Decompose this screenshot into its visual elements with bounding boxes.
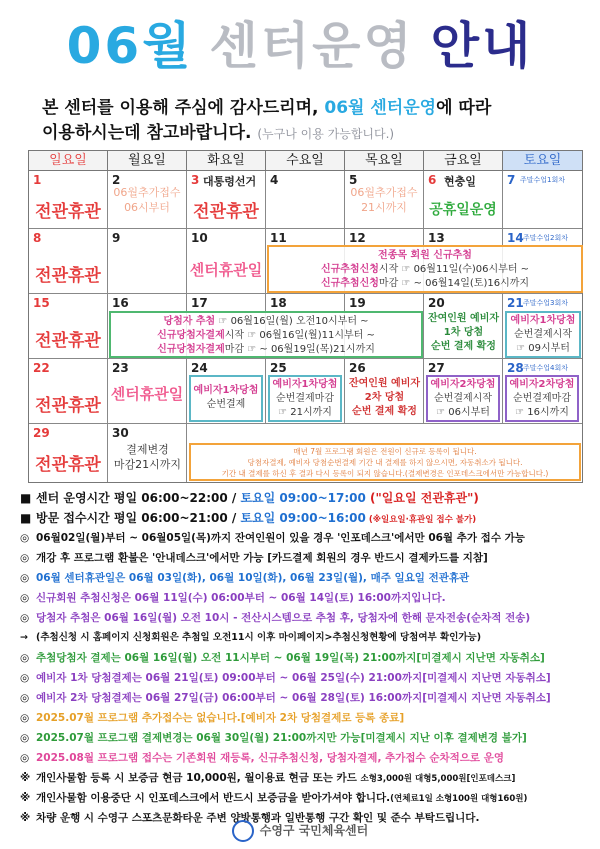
day-number: 13	[428, 231, 445, 245]
day-number: 28	[507, 361, 524, 375]
intro-line1b: 에 따라	[436, 98, 492, 118]
reserve2-confirm: 잔여인원 예비자 2차 당첨 순번 결제 확정	[348, 378, 421, 417]
extra-intake-time: 06시부터	[124, 201, 170, 214]
intro-line2: 이용하시는데 참고바랍니다.	[42, 123, 252, 143]
info-list	[20, 488, 590, 828]
info-row: ◎ 예비자 1차 당첨결제는 06월 21일(토) 09:00부터 ~ 06월 25일(수) 21:00까지[미결제시 지난면 자동취소]	[20, 672, 551, 684]
weekday-sun: 일요일	[29, 151, 108, 171]
day-number: 5	[349, 173, 358, 187]
lottery-box	[267, 245, 583, 293]
center-closed-label: 센터휴관일	[110, 385, 184, 403]
lottery-start: 신규추첨신청시작 ☞ 06월11일(수)06시부터 ~	[320, 264, 530, 275]
day-number: 11	[270, 231, 287, 245]
holiday-note: 대통령선거	[203, 175, 257, 188]
day-number: 2	[112, 173, 121, 187]
info-row: ◎ 당첨자 추첨은 06월 16일(월) 오전 10시 - 전산시스템으로 추첨 후, 당첨자에 한해 문자전송(순차적 전송)	[20, 612, 531, 624]
day-cell	[108, 359, 187, 424]
weekday-sat: 토요일	[503, 151, 582, 171]
weekend-class-note: 주말수업1회차	[520, 176, 566, 184]
day-number: 9	[112, 231, 121, 245]
reserve1-pay-start-box: 예비자1차당첨 순번결제시작 ☞ 09시부터	[505, 311, 581, 358]
day-number: 19	[349, 296, 366, 310]
info-row: ■ 센터 운영시간 평일 06:00~22:00 / 토요일 09:00~17:00 ("일요일 전관휴관")	[20, 491, 479, 505]
page-title	[0, 6, 600, 78]
lottery-end: 신규추첨신청마감 ☞ ~ 06월14일(토)16시까지	[320, 278, 530, 289]
center-logo-icon	[232, 820, 254, 842]
day-number: 23	[112, 361, 129, 375]
info-row: ◎ 추첨당첨자 결제는 06월 16일(월) 오전 11시부터 ~ 06월 19일(목) 21:00까지[미결제시 지난면 자동취소]	[20, 652, 545, 664]
closed-label: 전관휴관	[35, 331, 101, 351]
intro-text	[42, 96, 582, 147]
extra-intake-label: 06월추가접수	[113, 186, 181, 199]
reserve1-pay-end-box: 예비자1차당첨 순번결제마감 ☞ 21시까지	[268, 375, 342, 422]
notice-box: 매년 7월 프로그램 회원은 전원이 신규로 등록이 됩니다. 당첨자결제, 예비자 당첨순번결제 기간 내 결제를 하지 않으시면, 자동취소가 됩니다. 기간 내 결제를 하신 후 결과 다시 등록이 되지 않습니다.(결제변경은 인포데스크에서만 가능합니다.)	[189, 443, 581, 481]
day-cell	[266, 359, 345, 424]
day-cell	[503, 359, 582, 424]
day-cell	[424, 359, 503, 424]
day-cell	[108, 171, 187, 229]
title-notice: 안내	[430, 17, 534, 75]
info-row: ◎ 예비자 2차 당첨결제는 06월 27일(금) 06:00부터 ~ 06월 28일(토) 16:00까지[미결제시 지난면 자동취소]	[20, 692, 551, 704]
info-row: ◎ 2025.07월 프로그램 결제변경는 06월 30일(월) 21:00까지만 가능[미결제시 지난 이후 결제변경 불가]	[20, 732, 527, 744]
title-center-operation: 센터운영	[209, 17, 415, 75]
extra-intake-label: 06월추가접수	[350, 186, 418, 199]
footer-name: 수영구 국민체육센터	[259, 823, 369, 838]
day-cell	[108, 424, 187, 482]
closed-label: 전관휴관	[35, 455, 101, 475]
day-cell	[187, 171, 266, 229]
day-number: 27	[428, 361, 445, 375]
day-cell	[29, 229, 108, 294]
day-cell	[29, 294, 108, 359]
day-number: 4	[270, 173, 279, 187]
closed-label: 전관휴관	[193, 202, 259, 222]
reserve1-confirm: 잔여인원 예비자 1차 당첨 순번 결제 확정	[427, 313, 500, 352]
center-closed-label: 센터휴관일	[189, 261, 263, 279]
day-number: 1	[33, 173, 42, 187]
day-cell	[29, 424, 108, 482]
day-number: 15	[33, 296, 50, 310]
day-cell	[108, 229, 187, 294]
info-row: ■ 방문 접수시간 평일 06:00~21:00 / 토요일 09:00~16:00 (※일요일·휴관일 접수 불가)	[20, 511, 477, 525]
intro-highlight: 06월 센터운영	[324, 98, 437, 118]
day-number: 22	[33, 361, 50, 375]
weekday-mon: 월요일	[108, 151, 187, 171]
info-row: ※ 개인사물함 등록 시 보증금 현금 10,000원, 월이용료 현금 또는 카드 소형3,000원 대형5,000원[인포데스크]	[20, 772, 516, 784]
info-row: ※ 차량 운행 시 수영구 스포츠문화타운 주변 양방통행과 일반통행 구간 확인 및 준수 부탁드립니다.	[20, 812, 480, 824]
weekday-tue: 화요일	[187, 151, 266, 171]
day-number: 21	[507, 296, 524, 310]
winner-draw: 당첨자 추첨 ☞ 06월16일(월) 오전10시부터 ~	[163, 316, 369, 327]
winner-box	[109, 311, 423, 358]
closed-label: 전관휴관	[35, 202, 101, 222]
day-cell	[187, 229, 266, 294]
day-number: 25	[270, 361, 287, 375]
day-number: 6	[428, 173, 437, 187]
info-row: ◎ 개강 후 프로그램 환불은 '안내데스크'에서만 가능 [카드결제 회원의 경우 반드시 결제카드를 지참]	[20, 552, 488, 564]
weekday-thu: 목요일	[345, 151, 424, 171]
day-number: 12	[349, 231, 366, 245]
pay-change-deadline: 결제변경 마감21시까지	[113, 443, 182, 471]
info-row: ※ 개인사물함 이용중단 시 인포데스크에서 반드시 보증금을 받아가셔야 합니다.(연체료1일 소형100원 대형160원)	[20, 792, 528, 804]
day-cell	[503, 171, 582, 229]
day-cell	[187, 359, 266, 424]
day-number: 14	[507, 231, 524, 245]
info-row: ◎ 06월 센터휴관일은 06월 03일(화), 06월 10일(화), 06월 23일(월), 매주 일요일 전관휴관	[20, 572, 470, 584]
day-cell	[29, 171, 108, 229]
footer	[0, 820, 600, 842]
day-number: 29	[33, 426, 50, 440]
calendar	[28, 150, 583, 483]
day-number: 24	[191, 361, 208, 375]
day-number: 3	[191, 173, 200, 187]
extra-intake-time: 21시까지	[361, 201, 407, 214]
winner-pay-start: 신규당첨자결제시작 ☞ 06월16일(월)11시부터 ~	[157, 330, 375, 341]
info-row: → (추첨신청 시 홈페이지 신청회원은 추첨일 오전11시 이후 마이페이지>추첨신청현황에 당첨여부 확인가능)	[20, 632, 482, 643]
day-number: 16	[112, 296, 129, 310]
day-number: 10	[191, 231, 208, 245]
day-number: 7	[507, 173, 516, 187]
lottery-title: 전종목 회원 신규추첨	[378, 250, 472, 261]
reserve2-pay-end-box: 예비자2차당첨 순번결제마감 ☞ 16시까지	[505, 375, 579, 422]
weekday-fri: 금요일	[424, 151, 503, 171]
day-number: 8	[33, 231, 42, 245]
closed-label: 전관휴관	[35, 396, 101, 416]
day-cell	[266, 171, 345, 229]
winner-pay-end: 신규당첨자결제마감 ☞ ~ 06월19일(목)21시까지	[157, 344, 375, 355]
weekend-class-note: 주말수업3회차	[523, 299, 569, 307]
weekend-class-note: 주말수업4회차	[523, 364, 569, 372]
intro-line1a: 본 센터를 이용해 주심에 감사드리며,	[42, 98, 319, 118]
info-row: ◎ 신규회원 추첨신청은 06월 11일(수) 06:00부터 ~ 06월 14일(토) 16:00까지입니다.	[20, 592, 446, 604]
day-cell	[424, 171, 503, 229]
info-row: ◎ 2025.08월 프로그램 접수는 기존회원 재등록, 신규추첨신청, 당첨자결제, 추가접수 순차적으로 운영	[20, 752, 504, 764]
day-cell	[424, 294, 503, 359]
day-number: 26	[349, 361, 366, 375]
weekday-wed: 수요일	[266, 151, 345, 171]
holiday-operation-label: 공휴일운영	[429, 202, 497, 218]
day-cell	[345, 171, 424, 229]
closed-label: 전관휴관	[35, 266, 101, 286]
day-cell	[345, 359, 424, 424]
info-row: ◎ 06월02일(월)부터 ~ 06월05일(목)까지 잔여인원이 있을 경우 '인포데스크'에서만 06월 추가 접수 가능	[20, 532, 525, 544]
title-month: 06월	[66, 17, 194, 75]
day-number: 18	[270, 296, 287, 310]
day-number: 17	[191, 296, 208, 310]
reserve1-pay-box: 예비자1차당첨 순번결제	[189, 375, 263, 422]
day-cell	[29, 359, 108, 424]
day-number: 20	[428, 296, 445, 310]
reserve2-pay-start-box: 예비자2차당첨 순번결제시작 ☞ 06시부터	[426, 375, 500, 422]
day-number: 30	[112, 426, 129, 440]
weekend-class-note: 주말수업2회차	[523, 234, 569, 242]
holiday-note: 현충일	[444, 175, 476, 188]
info-row: ◎ 2025.07월 프로그램 추가접수는 없습니다.[예비자 2차 당첨결제로 등록 종료]	[20, 712, 405, 724]
intro-small: (누구나 이용 가능합니다.)	[257, 127, 395, 141]
